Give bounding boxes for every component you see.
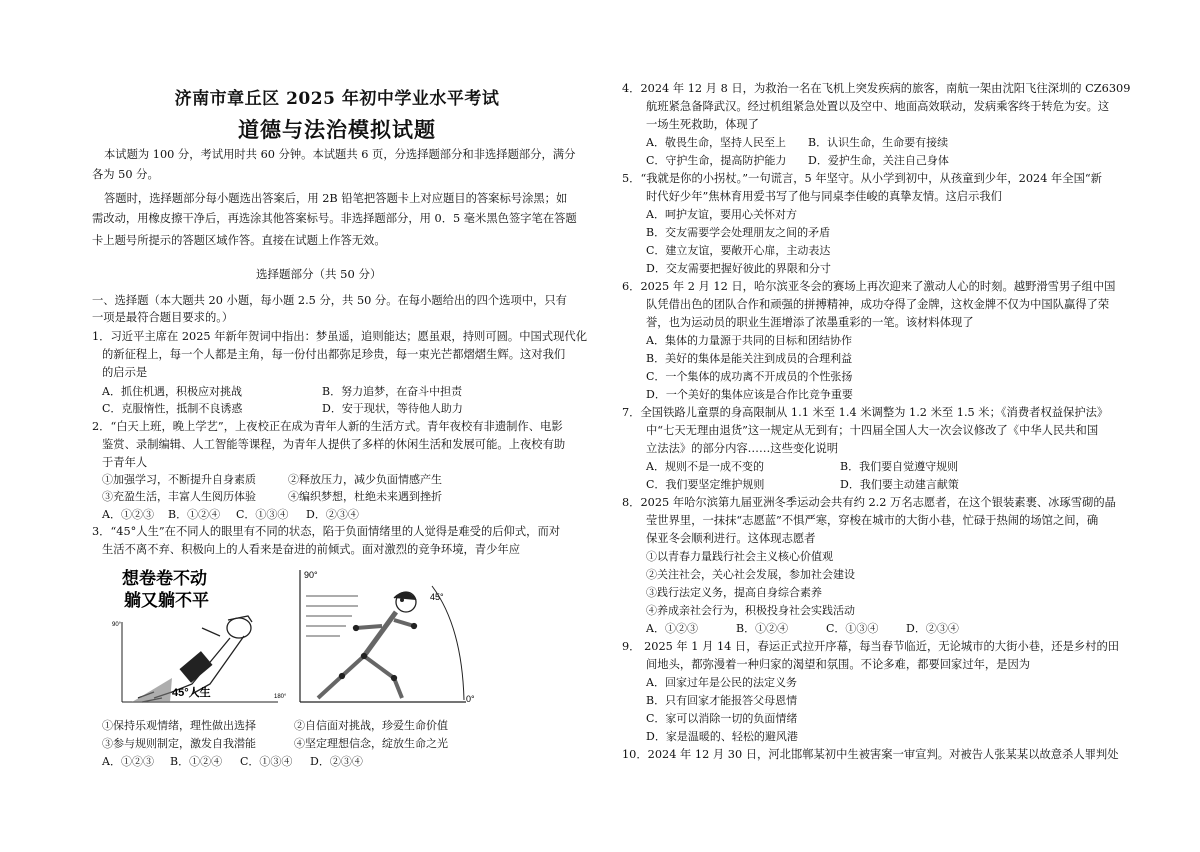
question-5-line: 5．“我就是你的小拐杖。”一句谎言，5 年坚守。从小学到初中，从孩童到少年，2024 年全国“新 xyxy=(622,172,1102,185)
question-7-option-c: C．我们要坚定维护规则 xyxy=(646,478,765,491)
question-2-option-a: A．①②③ xyxy=(102,508,154,521)
cartoon-illustration xyxy=(102,566,474,710)
question-5-option-b: B．交友需要学会处理朋友之间的矛盾 xyxy=(646,226,831,239)
question-2-line: 于青年人 xyxy=(102,456,148,469)
question-1-option-c: C．克服惰性，抵制不良诱惑 xyxy=(102,402,243,415)
question-3-item: ④坚定理想信念，绽放生命之光 xyxy=(294,737,448,750)
question-8-option-c: C．①③④ xyxy=(826,622,879,635)
question-2-option-c: C．①③④ xyxy=(236,508,289,521)
section-instruction: 一、选择题（本大题共 20 小题，每小题 2.5 分，共 50 分。在每小题给出的四个选项中，只有 xyxy=(92,294,567,307)
question-8-option-b: B．①②④ xyxy=(736,622,789,635)
question-1-line: 1．习近平主席在 2025 年新年贺词中指出：梦虽遥，追则能达；愿虽艰，持则可圆。中国式现代化 xyxy=(92,330,587,343)
intro-line: 各为 50 分。 xyxy=(92,168,159,181)
angle-90-label: 90° xyxy=(304,570,318,580)
question-8-item: ③践行法定义务，提高自身综合素养 xyxy=(646,586,822,599)
question-3-option-c: C．①③④ xyxy=(240,755,293,768)
exam-title: 济南市章丘区 2025 年初中学业水平考试 xyxy=(174,89,500,109)
question-8-option-a: A．①②③ xyxy=(646,622,698,635)
question-6-line: 誉，也为运动员的职业生涯增添了浓墨重彩的一笔。该材料体现了 xyxy=(646,316,974,329)
question-9-option-b: B．只有回家才能报答父母恩情 xyxy=(646,694,798,707)
question-6-option-b: B．美好的集体是能关注到成员的合理利益 xyxy=(646,352,853,365)
question-7-option-b: B．我们要自觉遵守规则 xyxy=(840,460,959,473)
question-6-option-c: C．一个集体的成功离不开成员的个性张扬 xyxy=(646,370,853,383)
question-10-line: 10．2024 年 12 月 30 日，河北邯郸某初中生被害案一审宣判。对被告人张某某以故意杀人罪判处 xyxy=(622,748,1119,761)
question-3-option-a: A．①②③ xyxy=(102,755,154,768)
question-3-item: ③参与规则制定，激发自我潜能 xyxy=(102,737,256,750)
question-1-option-d: D．安于现状，等待他人助力 xyxy=(322,402,463,415)
question-2-item: ④编织梦想，杜绝未来遇到挫折 xyxy=(288,490,442,503)
question-9-option-d: D．家是温暖的、轻松的避风港 xyxy=(646,730,798,743)
question-2-item: ③充盈生活，丰富人生阅历体验 xyxy=(102,490,256,503)
section-title: 选择题部分（共 50 分） xyxy=(256,267,382,281)
question-5-option-a: A．呵护友谊，要用心关怀对方 xyxy=(646,208,797,221)
question-7-line: 立法法》的部分内容……这些变化说明 xyxy=(646,442,839,455)
question-8-line: 8．2025 年哈尔滨第九届亚洲冬季运动会共有约 2.2 万名志愿者，在这个银装素裹、冰琢雪砌的晶 xyxy=(622,496,1116,509)
question-4-option-b: B．认识生命，生命要有接续 xyxy=(808,136,949,149)
question-1-option-b: B．努力追梦，在奋斗中担责 xyxy=(322,385,463,398)
question-3-line: 生活不离不弃、积极向上的人看来是奋进的前倾式。面对激烈的竞争环境，青少年应 xyxy=(102,543,520,556)
section-instruction: 一项是最符合题目要求的。） xyxy=(92,311,234,324)
question-3-item: ①保持乐观情绪，理性做出选择 xyxy=(102,719,256,732)
question-9-line: 间地头，都弥漫着一种归家的渴望和氛围。不论多难，都要回家过年，是因为 xyxy=(646,658,1031,671)
question-4-option-c: C．守护生命，提高防护能力 xyxy=(646,154,787,167)
question-2-option-b: B．①②④ xyxy=(168,508,221,521)
question-8-item: ④养成亲社会行为，积极投身社会实践活动 xyxy=(646,604,855,617)
intro-line: 答题时，选择题部分每小题选出答案后，用 2B 铅笔把答题卡上对应题目的答案标号涂黑；如 xyxy=(104,192,568,205)
question-5-option-c: C．建立友谊，要敞开心扉，主动表达 xyxy=(646,244,831,257)
question-4-line: 一场生死救助，体现了 xyxy=(646,118,759,131)
question-7-option-a: A．规则不是一成不变的 xyxy=(646,460,764,473)
cartoon-label-45-life: 45°人生 xyxy=(172,687,211,699)
question-4-option-d: D．爱护生命，关注自己身体 xyxy=(808,154,949,167)
question-4-line: 4．2024 年 12 月 8 日，为救治一名在飞机上突发疾病的旅客，南航一架由沈阳飞往深圳的 CZ6309 xyxy=(622,82,1131,95)
question-6-option-d: D．一个美好的集体应该是合作比竞争重要 xyxy=(646,388,853,401)
question-8-line: 莹世界里，一抹抹“志愿蓝”不惧严寒，穿梭在城市的大街小巷，忙碌于热闹的场馆之间，确 xyxy=(646,514,1099,527)
question-6-option-a: A．集体的力量源于共同的目标和团结协作 xyxy=(646,334,852,347)
question-9-option-c: C．家可以消除一切的负面情绪 xyxy=(646,712,798,725)
question-9-line: 9． 2025 年 1 月 14 日，春运正式拉开序幕，每当春节临近，无论城市的大街小巷，还是乡村的田 xyxy=(622,640,1120,653)
question-8-option-d: D．②③④ xyxy=(906,622,959,635)
cartoon-caption-1: 想卷卷不动 xyxy=(122,569,207,588)
intro-line: 本试题为 100 分，考试用时共 60 分钟。本试题共 6 页，分选择题部分和非选择题部分，满分 xyxy=(104,148,576,161)
question-5-option-d: D．交友需要把握好彼此的界限和分寸 xyxy=(646,262,831,275)
running-person-figure xyxy=(318,592,417,698)
question-5-line: 时代好少年”焦林育用爱书写了他与同桌李佳峻的真挚友情。这启示我们 xyxy=(646,190,1002,203)
question-2-line: 鉴赏、录制编辑、人工智能等课程，为青年人提供了多样的休闲生活和发展可能。上夜校有助 xyxy=(102,438,566,451)
intro-line: 需改动，用橡皮擦干净后，再选涂其他答案标号。非选择题部分，用 0．5 毫米黑色签字笔在答题 xyxy=(92,212,577,225)
left-axis-90: 90° xyxy=(112,622,122,628)
question-1-option-a: A．抓住机遇，积极应对挑战 xyxy=(102,385,242,398)
left-axis-180: 180° xyxy=(274,694,287,700)
question-7-option-d: D．我们要主动建言献策 xyxy=(840,478,959,491)
speed-lines xyxy=(306,596,358,636)
question-2-item: ①加强学习，不断提升自身素质 xyxy=(102,473,256,486)
angle-0-label: 0° xyxy=(466,694,474,704)
question-2-line: 2．“白天上班，晚上学艺”，上夜校正在成为青年人新的生活方式。青年夜校有非遗制作、电影 xyxy=(92,420,563,433)
question-3-line: 3．“45°人生”在不同人的眼里有不同的状态，陷于负面情绪里的人觉得是难受的后仰式，而对 xyxy=(92,525,561,538)
question-3-option-d: D．②③④ xyxy=(310,755,363,768)
question-2-option-d: D．②③④ xyxy=(306,508,359,521)
intro-line: 卡上题号所提示的答题区域作答。直接在试题上作答无效。 xyxy=(92,234,386,247)
question-4-line: 航班紧急备降武汉。经过机组紧急处置以及空中、地面高效联动，发病乘客终于转危为安。这 xyxy=(646,100,1110,113)
shadow-wedge xyxy=(132,678,172,702)
question-8-item: ②关注社会，关心社会发展，参加社会建设 xyxy=(646,568,855,581)
cartoon-caption-2: 躺又躺不平 xyxy=(124,591,209,610)
question-7-line: 中“七天无理由退货”这一规定从无到有；十四届全国人大一次会议修改了《中华人民共和国 xyxy=(646,424,1099,437)
question-2-item: ②释放压力，减少负面情感产生 xyxy=(288,473,442,486)
question-8-item: ①以青春力量践行社会主义核心价值观 xyxy=(646,550,833,563)
question-8-line: 保亚冬会顺利进行。这体现志愿者 xyxy=(646,532,816,545)
question-1-line: 的启示是 xyxy=(102,366,148,379)
cartoon-45-degree-life xyxy=(102,566,474,710)
question-6-line: 队凭借出色的团队合作和顽强的拼搏精神，成功夺得了金牌，这枚金牌不仅为中国队赢得了荣 xyxy=(646,298,1110,311)
question-3-item: ②自信面对挑战，珍爱生命价值 xyxy=(294,719,448,732)
question-9-option-a: A．回家过年是公民的法定义务 xyxy=(646,676,797,689)
person-shorts xyxy=(179,651,212,683)
question-4-option-a: A．敬畏生命，坚持人民至上 xyxy=(646,136,786,149)
angle-45-label: 45° xyxy=(430,592,444,602)
question-6-line: 6．2025 年 2 月 12 日，哈尔滨亚冬会的赛场上再次迎来了激动人心的时刻。越野滑雪男子组中国 xyxy=(622,280,1116,293)
question-1-line: 的新征程上，每一个人都是主角，每一份付出都弥足珍贵，每一束光芒都熠熠生辉。这对我们 xyxy=(102,348,566,361)
question-7-line: 7．全国铁路儿童票的身高限制从 1.1 米至 1.4 米调整为 1.2 米至 1.5 米；《消费者权益保护法》 xyxy=(622,406,1109,419)
question-3-option-b: B．①②④ xyxy=(170,755,223,768)
angle-arc xyxy=(432,586,464,700)
exam-subtitle: 道德与法治模拟试题 xyxy=(238,117,436,142)
